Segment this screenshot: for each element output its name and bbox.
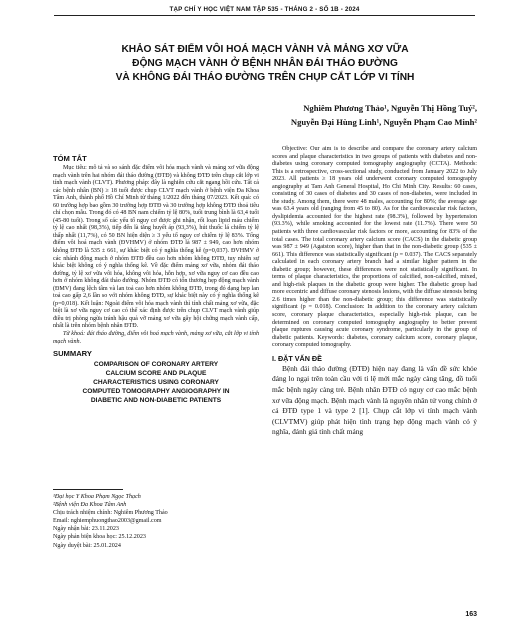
english-title-line: CALCIUM SCORE AND PLAQUE (105, 370, 207, 378)
footnotes (53, 493, 263, 550)
tomtat-abstract: Mục tiêu: mô tả và so sánh đặc điểm vôi hóa mạch vành và mảng xơ vữa động mạch vành trên hai nhóm đái tháo đường (ĐTĐ) và không ĐTĐ trên chụp cắt lớp vi tính mạch vành (CLVT). Phương pháp: đây là nghiên cứu cắt ngang hồi cứu. Tất cả các bệnh nhân (BN) ≥ 18 tuổi được chụp CLVT mạch vành ở bệnh viện Đa Khoa Tâm Anh, thành phố Hồ Chí Minh từ tháng 1/2022 đến tháng 07/2023. Kết quả: có 60 trường hợp bao gồm 30 trường hợp ĐTĐ và 30 trường hợp không ĐTĐ thoả tiêu chí chọn mẫu. Trong đó có 48 BN nam chiếm tỷ lệ 80%, tuổi trung bình là 63,4 tuổi (45-80 tuổi). Trong số các yếu tố nguy cơ được ghi nhận, rối loạn lipid máu chiếm tỷ lệ cao nhất (98,3%), tiếp đến là tăng huyết áp (93,3%), hút thuốc lá chiếm tỷ lệ thấp nhất (11,7%), có 50 BN hiện diện ≥ 3 yếu tố nguy cơ chiếm tỷ lệ 83%. Tổng điểm vôi hoá mạch vành (ĐVHMV) ở nhóm ĐTĐ là 987 ± 949, cao hơn nhóm không ĐTĐ là 535 ± 661, sự khác biệt có ý nghĩa thống kê (p=0,037). ĐVHMV ở các nhánh động mạch ở nhóm ĐTĐ đều cao hơn nhóm không ĐTĐ, tuy nhiên sự khác biệt không có ý nghĩa thống kê. Về đặc điểm mảng xơ vữa, nhóm đái tháo đường, tỷ lệ xơ vữa vôi hóa, không vôi hóa, hỗn hợp, xơ vữa nguy cơ cao đều cao hơn ở nhóm không đái tháo đường. Nhóm ĐTĐ có tổn thương hẹp động mạch vành (ĐMV) đang lệch tâm và lan toả cao hơn nhóm không ĐTĐ, trong đó dạng hẹp lan toả cao gấp 2,6 lần so với nhóm không ĐTĐ, sự khác biệt này có ý nghĩa thống kê (p=0,018). Kết luận: Ngoài điểm vôi hóa mạch vành thì tính chất mảng xơ vữa, đặc biệt là xơ vữa nguy cơ cao có thể xác định được trên chụp CLVT mạch vành giúp điều trị phòng ngừa tránh hậu quả vỡ mảng xơ vữa gây hội chứng mạch vành cấp, nhất là trên nhóm bệnh nhân ĐTĐ. (53, 165, 259, 330)
tomtat-heading: TÓM TẮT (53, 154, 87, 163)
english-title-line: CHARACTERISTICS USING CORONARY (93, 379, 219, 387)
footnote-received-date: Ngày nhận bài: 23.11.2023 (53, 526, 119, 533)
article-title (60, 43, 470, 85)
english-title-line: COMPUTED TOMOGRAPHY ANGIOGRAPHY IN (82, 388, 230, 396)
footnote-corresponding-author: Chịu trách nhiệm chính: Nghiêm Phương Thảo (53, 510, 168, 517)
introduction-text: Bệnh đái tháo đường (ĐTĐ) hiện nay đang là vấn đề sức khỏe đáng lo ngại trên toàn cầu với tỉ lệ mới mắc ngày càng tăng, đồ tuổi mắc bệnh ngày càng trẻ. Bệnh nhân ĐTĐ có nguy cơ cao mắc bệnh xơ vữa động mạch. Bệnh mạch vành là nguyên nhân tử vong chính ở cả ĐTĐ type 1 và type 2 [1]. Chụp cắt lớp vi tính mạch vành (CLVTMV) giúp phát hiện tình trạng hẹp động mạch vành có ý nghĩa, đánh giá tính chất mảng (272, 363, 477, 437)
author-list (291, 101, 477, 129)
left-column (53, 146, 259, 405)
tomtat-keywords: Từ khoá: đái tháo đường, điểm vôi hoá mạch vành, mảng xơ vữa, cắt lớp vi tính mạch vành. (53, 331, 259, 345)
journal-header: TẠP CHÍ Y HỌC VIỆT NAM TẬP 535 - THÁNG 2 - SỐ 1B - 2024 (169, 6, 360, 13)
english-title-line: COMPARISON OF CORONARY ARTERY (93, 361, 219, 369)
english-title-line: DIABETIC AND NON-DIABETIC PATIENTS (90, 397, 222, 405)
footnote-review-date: Ngày phản biện khoa học: 25.12.2023 (53, 534, 146, 541)
title-line: KHẢO SÁT ĐIỂM VÔI HOÁ MẠCH VÀNH VÀ MẢNG XƠ VỮA (121, 44, 409, 55)
english-title (53, 360, 259, 405)
introduction-heading: I. ĐẶT VẤN ĐỀ (272, 353, 322, 363)
title-line: VÀ KHÔNG ĐÁI THÁO ĐƯỜNG TRÊN CHỤP CẮT LỚP VI TÍNH (115, 72, 415, 83)
footnote-email: Email: nghiemphuongthao2003@gmail.com (53, 518, 162, 525)
page-number: 163 (465, 611, 477, 618)
header-rule (54, 15, 475, 16)
author-line: Nguyễn Đại Hùng Linh¹, Nguyễn Phạm Cao Minh² (290, 117, 477, 127)
footnote-affiliation: ²Bệnh viện Đa Khoa Tâm Anh (53, 502, 127, 509)
footnote-affiliation: ¹Đại học Y Khoa Phạm Ngọc Thạch (53, 494, 141, 500)
title-line: ĐỘNG MẠCH VÀNH Ở BỆNH NHÂN ĐÁI THÁO ĐƯỜNG (132, 58, 398, 69)
summary-abstract: Objective: Our aim is to describe and compare the coronary artery calcium scores and plaque characteristics in two groups of patients with diabetes and non-diabetes using coronary computed tomography angiography (CCTA). Methods: This is a retrospective, cross-sectional study, conducted from January 2022 to July 2023. All patients ≥ 18 years old underwent coronary computed tomography angiography at Tam Anh General Hospital, Ho Chi Minh City. Results: 60 cases, consisting of 30 cases of diabetes and 30 cases of non-diabetes, were included in the study. Among them, there were 48 males, accounting for 80%; the average age was 63.4 years old (ranging from 45 to 80). As for the cardiovascular risk factors, dyslipidemia accounted for the highest rate (98.3%), followed by hypertension (93.3%), while smoking accounted for the lowest rate (11.7%). There were 50 patients with three cardiovascular risk factors or more, accounting for 83% of the total cases. The total coronary artery calcium score (CACS) in the diabetic group was 987 ± 949 (Agatston score), higher than that in the non-diabetic group (535 ± 661). This difference was statistically significant (p = 0.037). The CACS separately calculated in each coronary artery branch had a similar higher pattern in the diabetic group; however, these differences were not statistically significant. In terms of plaque characteristics, the proportions of calcified, non-calcified, mixed, and high-risk plaques in the diabetic group were higher. The diabetic group had more eccentric and diffuse coronary stenosis lesions, with the diffuse stenosis being 2.6 times higher than the non-diabetic group; this difference was statistically significant (p = 0.018). Conclusion: In addition to the coronary artery calcium score, coronary plaque characteristics, especially high-risk plaque, can be determined on coronary computed tomography angiography to better prevent plaque ruptures causing acute coronary syndrome, particularly in the group of diabetic patients. Keywords: diabetes, coronary calcium score, coronary plaque, coronary computed tomography. (272, 146, 477, 349)
summary-heading: SUMMARY (53, 349, 92, 359)
footnote-rule (53, 489, 123, 490)
author-line: Nghiêm Phương Thảo¹, Nguyễn Thị Hồng Tuý², (303, 103, 477, 113)
right-column (272, 146, 477, 438)
footnote-accepted-date: Ngày duyệt bài: 25.01.2024 (53, 542, 121, 549)
